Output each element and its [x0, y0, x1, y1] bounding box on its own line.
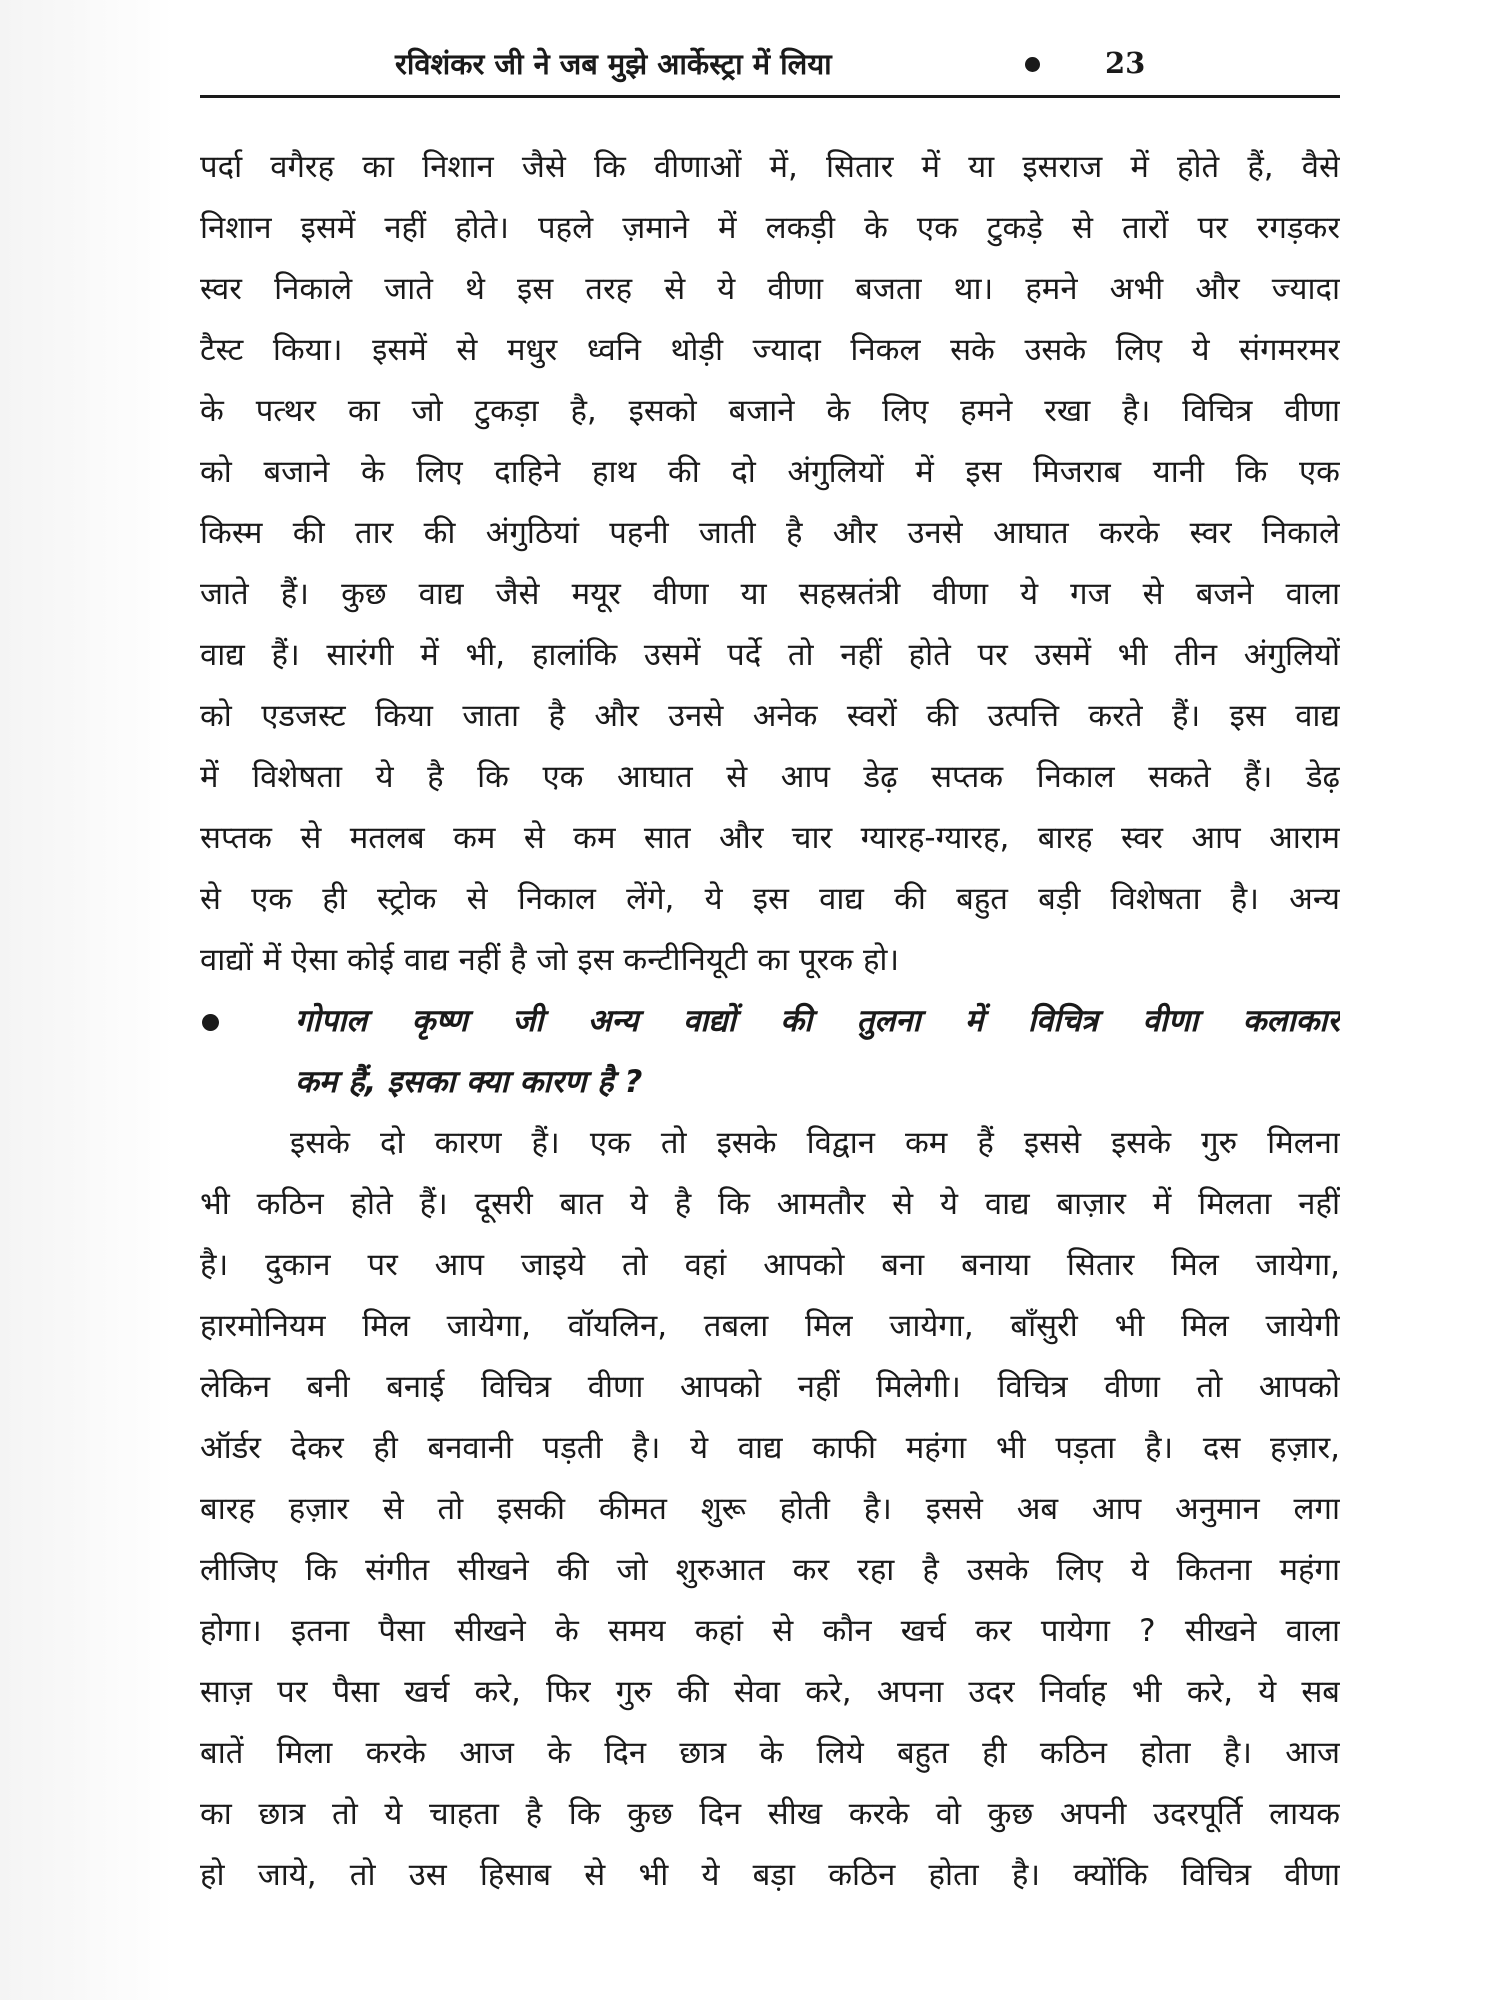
text-line: में विशेषता ये है कि एक आघात से आप डेढ़ सप्तक निकाल सकते हैं। डेढ़ — [200, 759, 1340, 795]
paragraph-1 — [200, 137, 1340, 991]
text-line: के पत्थर का जो टुकड़ा है, इसको बजाने के लिए हमने रखा है। विचित्र वीणा — [200, 393, 1340, 429]
text-line: जाते हैं। कुछ वाद्य जैसे मयूर वीणा या सहस्रतंत्री वीणा ये गज से बजने वाला — [200, 576, 1340, 612]
text-line: इसके दो कारण हैं। एक तो इसके विद्वान कम हैं इससे इसके गुरु मिलना — [290, 1125, 1340, 1161]
text-line: वाद्यों में ऐसा कोई वाद्य नहीं है जो इस कन्टीनियूटी का पूरक हो। — [200, 942, 900, 978]
paragraph-2 — [200, 1113, 1340, 1906]
text-line: लेकिन बनी बनाई विचित्र वीणा आपको नहीं मिलेगी। विचित्र वीणा तो आपको — [200, 1369, 1340, 1405]
page-header — [200, 38, 1340, 98]
text-line: को एडजस्ट किया जाता है और उनसे अनेक स्वरों की उत्पत्ति करते हैं। इस वाद्य — [200, 698, 1340, 734]
text-line: बातें मिला करके आज के दिन छात्र के लिये बहुत ही कठिन होता है। आज — [200, 1735, 1340, 1771]
text-line: होगा। इतना पैसा सीखने के समय कहां से कौन खर्च कर पायेगा ? सीखने वाला — [200, 1613, 1340, 1649]
header-rule — [200, 95, 1340, 98]
text-line: टैस्ट किया। इसमें से मधुर ध्वनि थोड़ी ज्यादा निकल सके उसके लिए ये संगमरमर — [200, 332, 1340, 368]
page-edge-shadow — [0, 0, 175, 2000]
interview-question — [200, 991, 1340, 1113]
page-number: 23 — [1105, 46, 1146, 80]
text-line: ऑर्डर देकर ही बनवानी पड़ती है। ये वाद्य काफी महंगा भी पड़ता है। दस हज़ार, — [200, 1430, 1340, 1466]
text-line: पर्दा वगैरह का निशान जैसे कि वीणाओं में, सितार में या इसराज में होते हैं, वैसे — [200, 149, 1340, 185]
text-line: साज़ पर पैसा खर्च करे, फिर गुरु की सेवा करे, अपना उदर निर्वाह भी करे, ये सब — [200, 1674, 1340, 1710]
header-bullet-icon — [1025, 57, 1040, 72]
question-line: गोपाल कृष्ण जी अन्य वाद्यों की तुलना में विचित्र वीणा कलाकार — [295, 1003, 1340, 1039]
text-line: से एक ही स्ट्रोक से निकाल लेंगे, ये इस वाद्य की बहुत बड़ी विशेषता है। अन्य — [200, 881, 1340, 917]
text-line: हारमोनियम मिल जायेगा, वॉयलिन, तबला मिल जायेगा, बाँसुरी भी मिल जायेगी — [200, 1308, 1340, 1344]
running-title: रविशंकर जी ने जब मुझे आर्केस्ट्रा में लिया — [395, 47, 832, 81]
text-line: निशान इसमें नहीं होते। पहले ज़माने में लकड़ी के एक टुकड़े से तारों पर रगड़कर — [200, 210, 1340, 246]
text-line: स्वर निकाले जाते थे इस तरह से ये वीणा बजता था। हमने अभी और ज्यादा — [200, 271, 1340, 307]
text-line: किस्म की तार की अंगुठियां पहनी जाती है और उनसे आघात करके स्वर निकाले — [200, 515, 1340, 551]
text-line: है। दुकान पर आप जाइये तो वहां आपको बना बनाया सितार मिल जायेगा, — [200, 1247, 1340, 1283]
text-line: को बजाने के लिए दाहिने हाथ की दो अंगुलियों में इस मिजराब यानी कि एक — [200, 454, 1340, 490]
text-line: हो जाये, तो उस हिसाब से भी ये बड़ा कठिन होता है। क्योंकि विचित्र वीणा — [200, 1857, 1340, 1893]
text-line: सप्तक से मतलब कम से कम सात और चार ग्यारह-ग्यारह, बारह स्वर आप आराम — [200, 820, 1340, 856]
question-bullet-icon — [202, 1014, 219, 1031]
text-line: लीजिए कि संगीत सीखने की जो शुरुआत कर रहा है उसके लिए ये कितना महंगा — [200, 1552, 1340, 1588]
question-line: कम हैं, इसका क्या कारण है ? — [295, 1064, 643, 1100]
text-line: भी कठिन होते हैं। दूसरी बात ये है कि आमतौर से ये वाद्य बाज़ार में मिलता नहीं — [200, 1186, 1340, 1222]
body-text — [200, 137, 1340, 1906]
text-line: का छात्र तो ये चाहता है कि कुछ दिन सीख करके वो कुछ अपनी उदरपूर्ति लायक — [200, 1796, 1340, 1832]
text-line: वाद्य हैं। सारंगी में भी, हालांकि उसमें पर्दे तो नहीं होते पर उसमें भी तीन अंगुलियों — [200, 637, 1340, 673]
text-line: बारह हज़ार से तो इसकी कीमत शुरू होती है। इससे अब आप अनुमान लगा — [200, 1491, 1340, 1527]
